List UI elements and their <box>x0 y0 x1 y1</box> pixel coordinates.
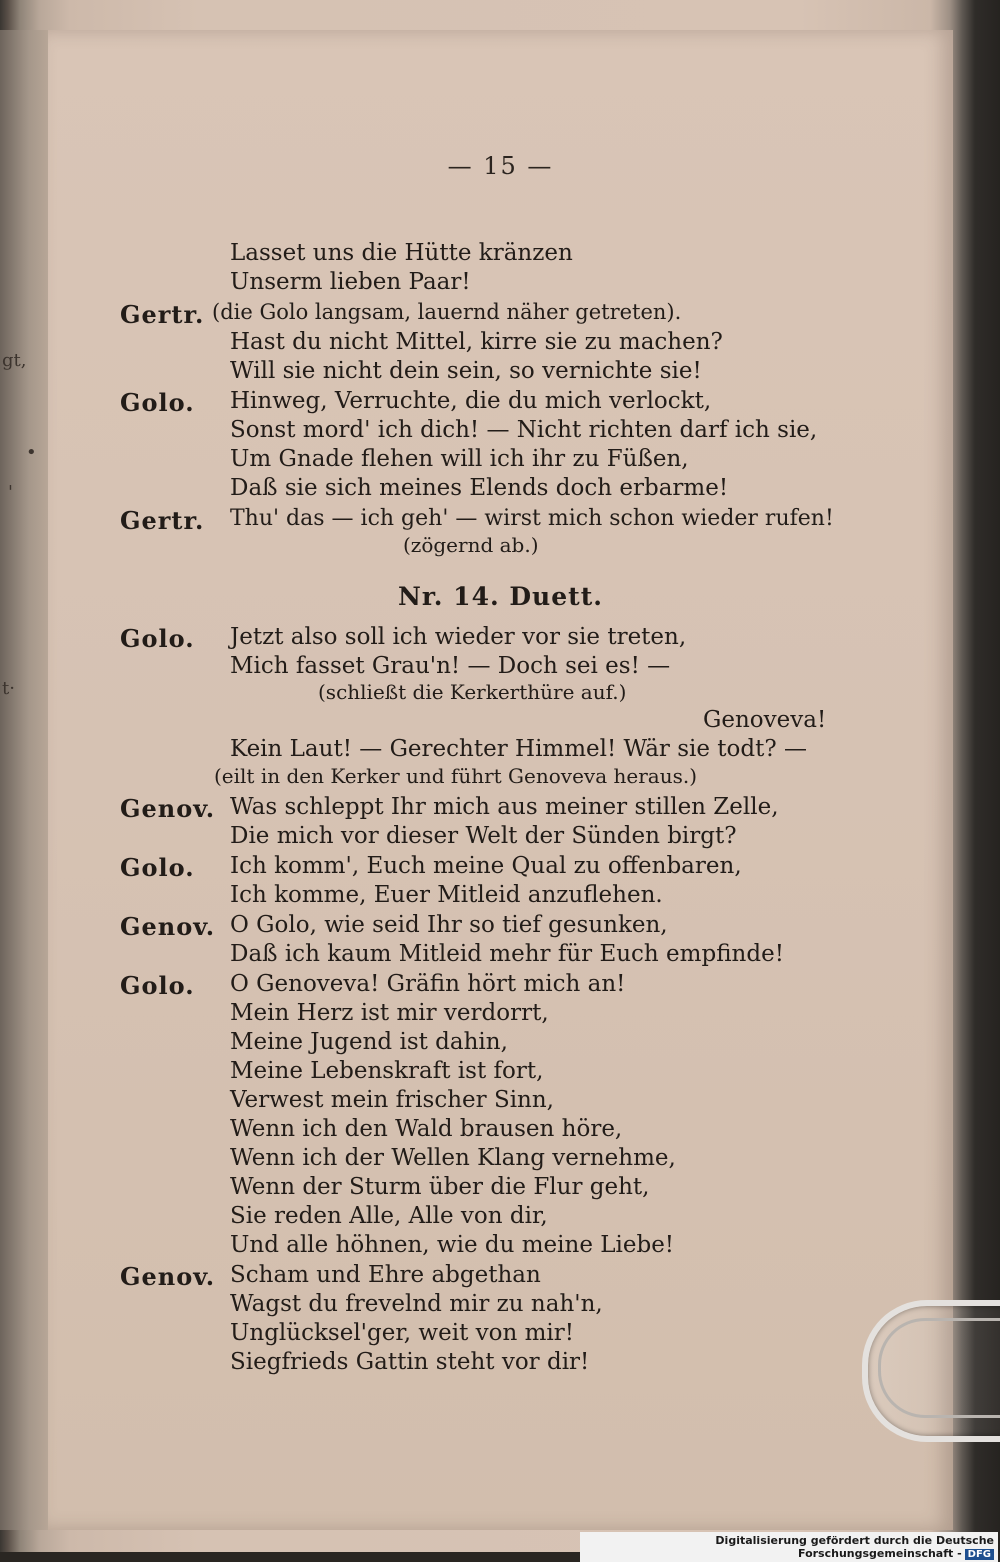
text-line <box>48 1174 953 1204</box>
speaker-label: Genov. <box>120 1262 216 1291</box>
text-line <box>48 823 953 853</box>
left-page-mark: t· <box>2 678 15 699</box>
verse-text: Will sie nicht dein sein, so vernichte sie! <box>230 358 702 384</box>
verse-text: Die mich vor dieser Welt der Sünden birgt? <box>230 823 737 849</box>
speaker-label: Genov. <box>120 912 216 941</box>
text-line <box>48 941 953 971</box>
verse-text: Daß ich kaum Mitleid mehr für Euch empfinde! <box>230 941 784 967</box>
left-page-mark: ' <box>8 482 13 503</box>
footer-text: Digitalisierung gefördert durch die Deutsche Forschungsgemeinschaft - <box>715 1534 994 1560</box>
text-line <box>48 1145 953 1175</box>
speaker-label: Gertr. <box>120 300 205 329</box>
text-line <box>48 653 953 683</box>
verse-text: Meine Lebenskraft ist fort, <box>230 1058 544 1084</box>
text-line <box>48 1203 953 1233</box>
verse-text: Scham und Ehre abgethan <box>230 1262 541 1288</box>
verse-text: Hast du nicht Mittel, kirre sie zu machen? <box>230 329 723 355</box>
text-line <box>48 1029 953 1059</box>
text-line <box>48 1232 953 1262</box>
text-line <box>48 794 953 824</box>
verse-text: Unserm lieben Paar! <box>230 269 471 295</box>
verse-text: O Golo, wie seid Ihr so tief gesunken, <box>230 912 668 938</box>
verse-text: Wagst du frevelnd mir zu nah'n, <box>230 1291 603 1317</box>
text-line <box>48 269 953 299</box>
text-line <box>48 417 953 447</box>
text-line <box>48 506 953 536</box>
text-line <box>48 1349 953 1379</box>
text-line <box>48 240 953 270</box>
verse-text: Und alle höhnen, wie du meine Liebe! <box>230 1232 675 1258</box>
verse-text: O Genoveva! Gräfin hört mich an! <box>230 971 626 997</box>
text-line <box>48 1087 953 1117</box>
verse-text: Jetzt also soll ich wieder vor sie treten, <box>230 624 687 650</box>
verse-text: Wenn ich der Wellen Klang vernehme, <box>230 1145 676 1171</box>
stage-direction: (eilt in den Kerker und führt Genoveva heraus.) <box>214 764 698 788</box>
verse-text: Thu' das — ich geh' — wirst mich schon wieder rufen! <box>230 506 834 531</box>
text-line <box>48 912 953 942</box>
text-line <box>48 300 953 330</box>
text-line <box>48 707 953 737</box>
verse-text: Mein Herz ist mir verdorrt, <box>230 1000 549 1026</box>
verse-text: Siegfrieds Gattin steht vor dir! <box>230 1349 590 1375</box>
text-line <box>48 764 953 794</box>
verse-text: Lasset uns die Hütte kränzen <box>230 240 573 266</box>
text-line <box>48 1262 953 1292</box>
paper-clip-inner <box>878 1318 1000 1418</box>
page-number: — 15 — <box>447 152 554 180</box>
text-line <box>48 1291 953 1321</box>
speaker-label: Gertr. <box>120 506 205 535</box>
verse-text: Wenn ich den Wald brausen höre, <box>230 1116 623 1142</box>
text-line <box>48 533 953 563</box>
left-page-mark: gt, <box>2 350 27 371</box>
speaker-label: Golo. <box>120 388 195 417</box>
book-page <box>48 30 953 1530</box>
section-heading: Nr. 14. Duett. <box>398 582 603 611</box>
verse-text: Ich komme, Euer Mitleid anzuflehen. <box>230 882 663 908</box>
text-line <box>48 882 953 912</box>
text-line <box>48 446 953 476</box>
speaker-label: Golo. <box>120 971 195 1000</box>
text-line <box>48 475 953 505</box>
text-line <box>48 1058 953 1088</box>
speaker-label: Genov. <box>120 794 216 823</box>
verse-text: Ich komm', Euch meine Qual zu offenbaren, <box>230 853 742 879</box>
stage-direction: (schließt die Kerkerthüre auf.) <box>318 680 627 704</box>
verse-text: Genoveva! <box>703 707 827 733</box>
verse-text: Meine Jugend ist dahin, <box>230 1029 508 1055</box>
text-line <box>48 736 953 766</box>
text-line <box>48 388 953 418</box>
text-line <box>48 1000 953 1030</box>
speaker-label: Golo. <box>120 624 195 653</box>
digitization-credit <box>580 1532 998 1562</box>
stage-direction: (die Golo langsam, lauernd näher getreten). <box>212 300 682 324</box>
left-page-mark: • <box>26 442 37 463</box>
dfg-logo: DFG <box>965 1549 994 1560</box>
stage-direction: (zögernd ab.) <box>403 533 539 557</box>
verse-text: Sie reden Alle, Alle von dir, <box>230 1203 548 1229</box>
verse-text: Sonst mord' ich dich! — Nicht richten darf ich sie, <box>230 417 818 443</box>
verse-text: Was schleppt Ihr mich aus meiner stillen Zelle, <box>230 794 779 820</box>
text-line <box>48 624 953 654</box>
text-line <box>48 329 953 359</box>
text-line <box>48 1116 953 1146</box>
text-line <box>48 971 953 1001</box>
speaker-label: Golo. <box>120 853 195 882</box>
text-line <box>48 358 953 388</box>
verse-text: Unglücksel'ger, weit von mir! <box>230 1320 575 1346</box>
text-line <box>48 1320 953 1350</box>
verse-text: Mich fasset Grau'n! — Doch sei es! — <box>230 653 671 679</box>
text-line <box>48 853 953 883</box>
verse-text: Um Gnade flehen will ich ihr zu Füßen, <box>230 446 689 472</box>
left-page-edge <box>0 30 49 1530</box>
text-line <box>48 680 953 710</box>
verse-text: Verwest mein frischer Sinn, <box>230 1087 554 1113</box>
verse-text: Hinweg, Verruchte, die du mich verlockt, <box>230 388 712 414</box>
verse-text: Wenn der Sturm über die Flur geht, <box>230 1174 650 1200</box>
verse-text: Daß sie sich meines Elends doch erbarme! <box>230 475 729 501</box>
verse-text: Kein Laut! — Gerechter Himmel! Wär sie todt? — <box>230 736 807 762</box>
